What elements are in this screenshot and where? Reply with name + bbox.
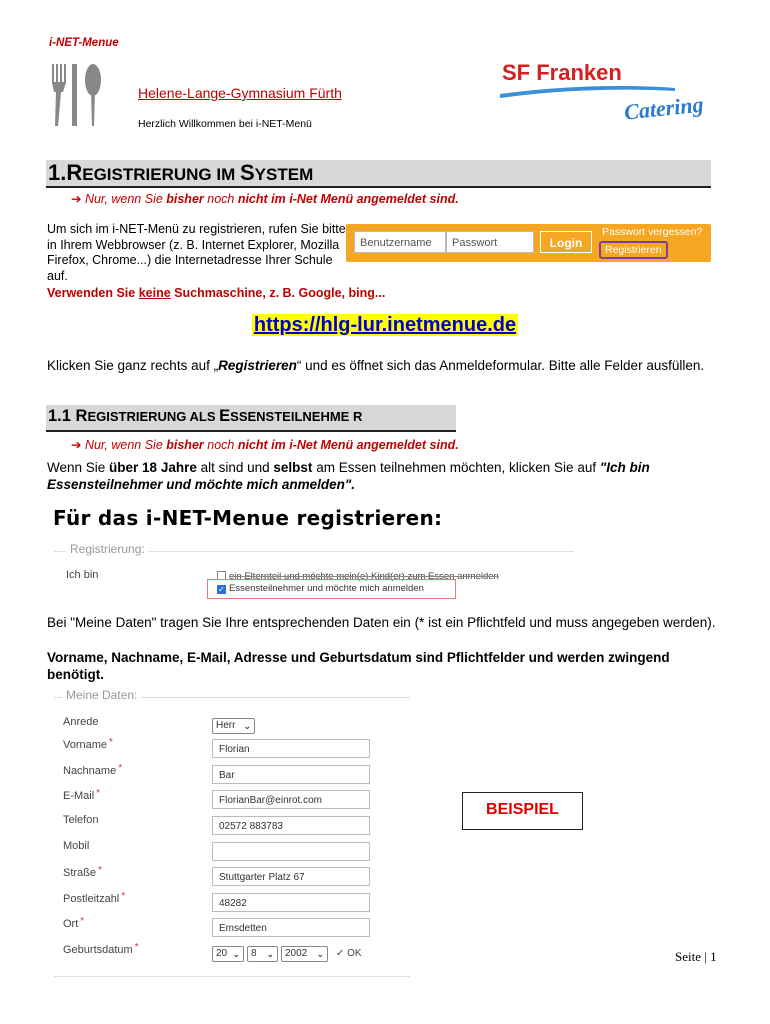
brand-label: i-NET-Menue xyxy=(49,37,119,49)
email-input[interactable]: FlorianBar@einrot.com xyxy=(212,790,370,809)
geb-month-select[interactable]: 8 ⌄ xyxy=(247,946,278,962)
nachname-input[interactable]: Bar xyxy=(212,765,370,784)
register-link[interactable]: Registrieren xyxy=(599,241,668,259)
search-engine-warning: Verwenden Sie keine Suchmaschine, z. B. Google, bing... xyxy=(47,286,386,300)
section1-note: ➔ Nur, wenn Sie bisher noch nicht im i-Net Menü angemeldet sind. xyxy=(71,192,459,206)
logo-line1: SF Franken xyxy=(502,60,622,85)
section1-heading: 1.REGISTRIERUNG IM SYSTEM xyxy=(48,160,314,185)
mobil-input[interactable] xyxy=(212,842,370,861)
password-input[interactable]: Passwort xyxy=(446,231,534,253)
cutlery-icon xyxy=(46,62,108,128)
login-bar xyxy=(346,224,711,262)
login-button[interactable]: Login xyxy=(540,231,592,253)
mobil-label: Mobil xyxy=(63,840,90,852)
logo-line2: Catering xyxy=(622,91,705,125)
vorname-input[interactable]: Florian xyxy=(212,739,370,758)
section2-heading: 1.1 REGISTRIERUNG ALS ESSENSTEILNEHME R xyxy=(48,407,363,425)
participant-option[interactable]: ✓ Essensteilnehmer und möchte mich anmelden xyxy=(218,583,424,594)
section2-note: ➔ Nur, wenn Sie bisher noch nicht im i-Net Menü angemeldet sind. xyxy=(71,438,459,452)
participant-checkbox[interactable]: ✓ xyxy=(218,585,225,594)
arrow-right-icon: ➔ xyxy=(71,192,85,206)
school-name-link[interactable]: Helene-Lange-Gymnasium Fürth xyxy=(138,85,342,101)
chevron-down-icon: ⌄ xyxy=(243,721,251,731)
beispiel-stamp: BEISPIEL xyxy=(462,792,583,830)
parent-option[interactable]: ein Elternteil und möchte mein(e) Kind(er) zum Essen anmelden xyxy=(217,571,499,582)
strasse-label: Straße * xyxy=(63,865,102,879)
strasse-input[interactable]: Stuttgarter Platz 67 xyxy=(212,867,370,886)
geb-day-select[interactable]: 20 ⌄ xyxy=(212,946,244,962)
anrede-label: Anrede xyxy=(63,716,99,728)
welcome-text: Herzlich Willkommen bei i-NET-Menü xyxy=(138,118,312,130)
required-fields-note: Vorname, Nachname, E-Mail, Adresse und Geburtsdatum sind Pflichtfelder und werden zwingend benötigt. xyxy=(47,650,670,682)
intro-text: Um sich im i-NET-Menü zu registrieren, rufen Sie bitte in Ihrem Webbrowser (z. B. Internet Explorer, Mozilla Firefox, Chrome...) die Internetadresse Ihrer Schule auf. xyxy=(47,222,346,283)
date-ok-indicator: ✓ OK xyxy=(336,948,362,959)
telefon-input[interactable]: 02572 883783 xyxy=(212,816,370,835)
meine-daten-legend: Meine Daten: xyxy=(62,688,141,702)
geb-year-select[interactable]: 2002 ⌄ xyxy=(281,946,328,962)
vorname-label: Vorname * xyxy=(63,737,113,751)
register-instruction: Klicken Sie ganz rechts auf „Registrieren“ und es öffnet sich das Anmeldeformular. Bitte alle Felder ausfüllen. xyxy=(47,358,705,373)
plz-label: Postleitzahl * xyxy=(63,891,126,905)
telefon-label: Telefon xyxy=(63,814,99,826)
ich-bin-label: Ich bin xyxy=(66,569,99,581)
school-url xyxy=(0,314,770,337)
registration-legend: Registrierung: xyxy=(66,542,149,556)
sf-franken-catering-logo xyxy=(500,58,720,130)
email-label: E-Mail * xyxy=(63,788,101,802)
username-input[interactable]: Benutzername xyxy=(354,231,446,253)
chevron-down-icon: ⌄ xyxy=(232,949,240,959)
chevron-down-icon: ⌄ xyxy=(316,949,324,959)
ort-label: Ort * xyxy=(63,916,85,930)
forgot-password-link[interactable]: Passwort vergessen? xyxy=(602,226,703,238)
nachname-label: Nachname * xyxy=(63,763,123,777)
page-number: Seite | 1 xyxy=(675,949,717,964)
age-instruction: Wenn Sie über 18 Jahre alt sind und selbst am Essen teilnehmen möchten, klicken Sie auf "Ich bin Essensteilnehmer und möchte mich anmelden". xyxy=(47,460,650,492)
anrede-select[interactable]: Herr ⌄ xyxy=(212,718,255,734)
form-title: Für das i-NET-Menue registrieren: xyxy=(53,506,443,530)
plz-input[interactable]: 48282 xyxy=(212,893,370,912)
arrow-right-icon: ➔ xyxy=(71,438,85,452)
chevron-down-icon: ⌄ xyxy=(266,949,274,959)
meine-daten-instruction: Bei "Meine Daten" tragen Sie Ihre entsprechenden Daten ein (* ist ein Pflichtfeld und muss angegeben werden). xyxy=(47,615,716,630)
ort-input[interactable]: Emsdetten xyxy=(212,918,370,937)
geburtsdatum-label: Geburtsdatum * xyxy=(63,942,139,956)
school-url-link[interactable]: https://hlg-lur.inetmenue.de xyxy=(253,314,517,336)
